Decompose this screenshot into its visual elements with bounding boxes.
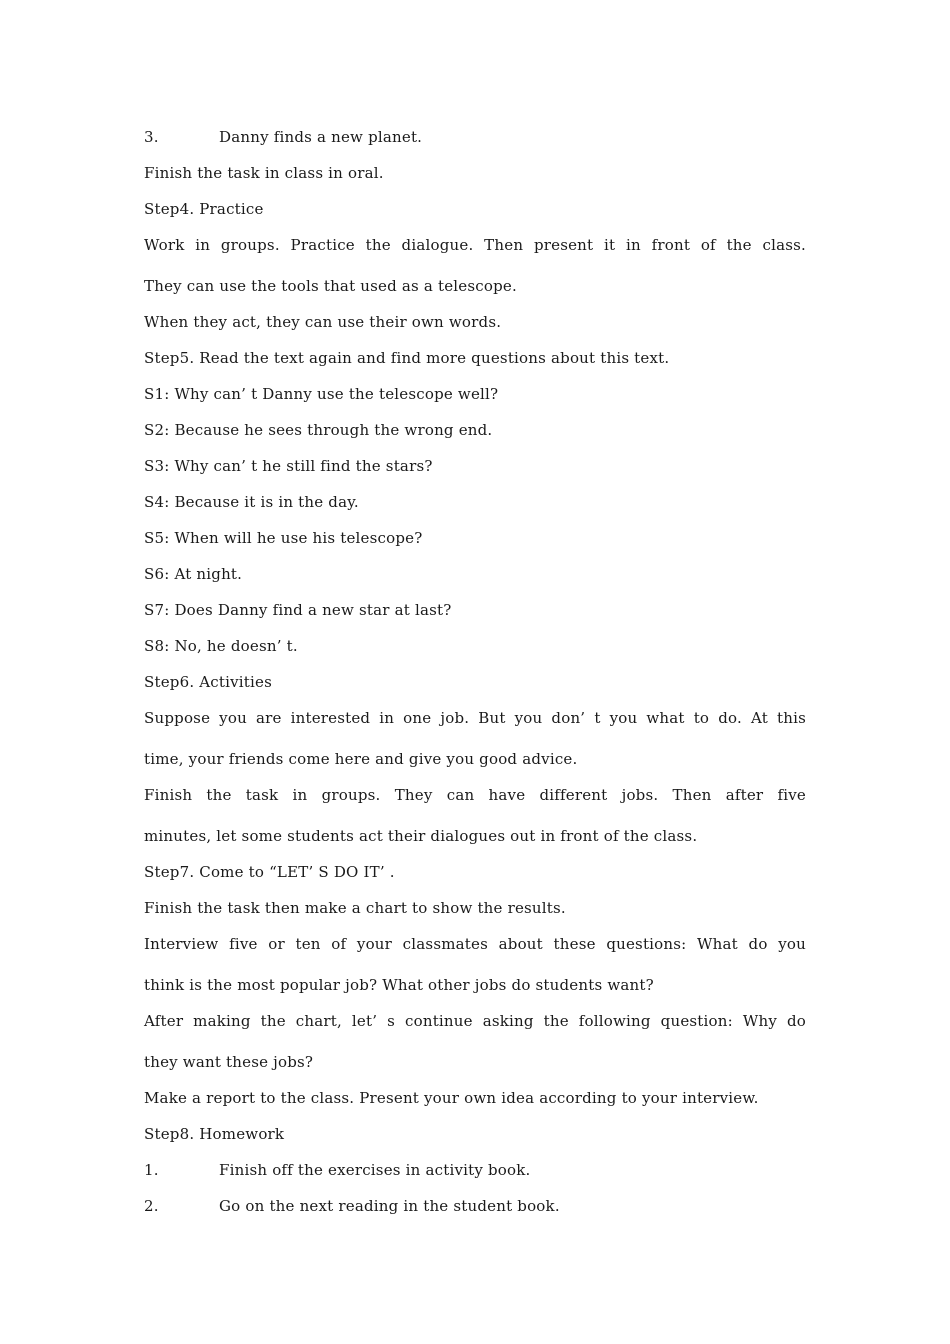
item-number: 1.: [144, 1161, 159, 1179]
item-text: Finish off the exercises in activity book.: [219, 1161, 531, 1179]
step8-heading: Step8. Homework: [144, 1125, 285, 1143]
dialogue-line-s7: S7: Does Danny find a new star at last?: [144, 601, 452, 619]
text-line: Suppose you are interested in one job. But you don’ t you what to do. At this: [144, 709, 806, 727]
text-line: They can use the tools that used as a telescope.: [144, 277, 517, 295]
step7-heading: Step7. Come to “LET’ S DO IT’ .: [144, 863, 395, 881]
item-number: 2.: [144, 1197, 159, 1215]
text-line: Finish the task in groups. They can have different jobs. Then after five: [144, 786, 806, 804]
step5-heading: Step5. Read the text again and find more questions about this text.: [144, 349, 670, 367]
text-line: Finish the task in class in oral.: [144, 164, 384, 182]
item-text: Go on the next reading in the student book.: [219, 1197, 560, 1215]
text-line: After making the chart, let’ s continue asking the following question: Why do: [144, 1012, 806, 1030]
text-line: Make a report to the class. Present your own idea according to your interview.: [144, 1089, 759, 1107]
dialogue-line-s3: S3: Why can’ t he still find the stars?: [144, 457, 433, 475]
dialogue-line-s1: S1: Why can’ t Danny use the telescope well?: [144, 385, 499, 403]
text-line: When they act, they can use their own words.: [144, 313, 502, 331]
dialogue-line-s5: S5: When will he use his telescope?: [144, 529, 423, 547]
numbered-item-2: [144, 1196, 560, 1216]
text-line: think is the most popular job? What other jobs do students want?: [144, 976, 654, 994]
text-line: time, your friends come here and give you good advice.: [144, 750, 578, 768]
text-line: minutes, let some students act their dialogues out in front of the class.: [144, 827, 698, 845]
dialogue-line-s4: S4: Because it is in the day.: [144, 493, 359, 511]
step4-heading: Step4. Practice: [144, 200, 264, 218]
numbered-item-1: [144, 1160, 531, 1180]
item-text: Danny finds a new planet.: [219, 128, 423, 146]
text-line: Work in groups. Practice the dialogue. Then present it in front of the class.: [144, 236, 806, 254]
dialogue-line-s6: S6: At night.: [144, 565, 243, 583]
dialogue-line-s8: S8: No, he doesn’ t.: [144, 637, 298, 655]
numbered-item-3: [144, 127, 422, 147]
step6-heading: Step6. Activities: [144, 673, 272, 691]
item-number: 3.: [144, 128, 159, 146]
text-line: they want these jobs?: [144, 1053, 314, 1071]
text-line: Interview five or ten of your classmates about these questions: What do you: [144, 935, 806, 953]
dialogue-line-s2: S2: Because he sees through the wrong end.: [144, 421, 493, 439]
text-line: Finish the task then make a chart to show the results.: [144, 899, 566, 917]
